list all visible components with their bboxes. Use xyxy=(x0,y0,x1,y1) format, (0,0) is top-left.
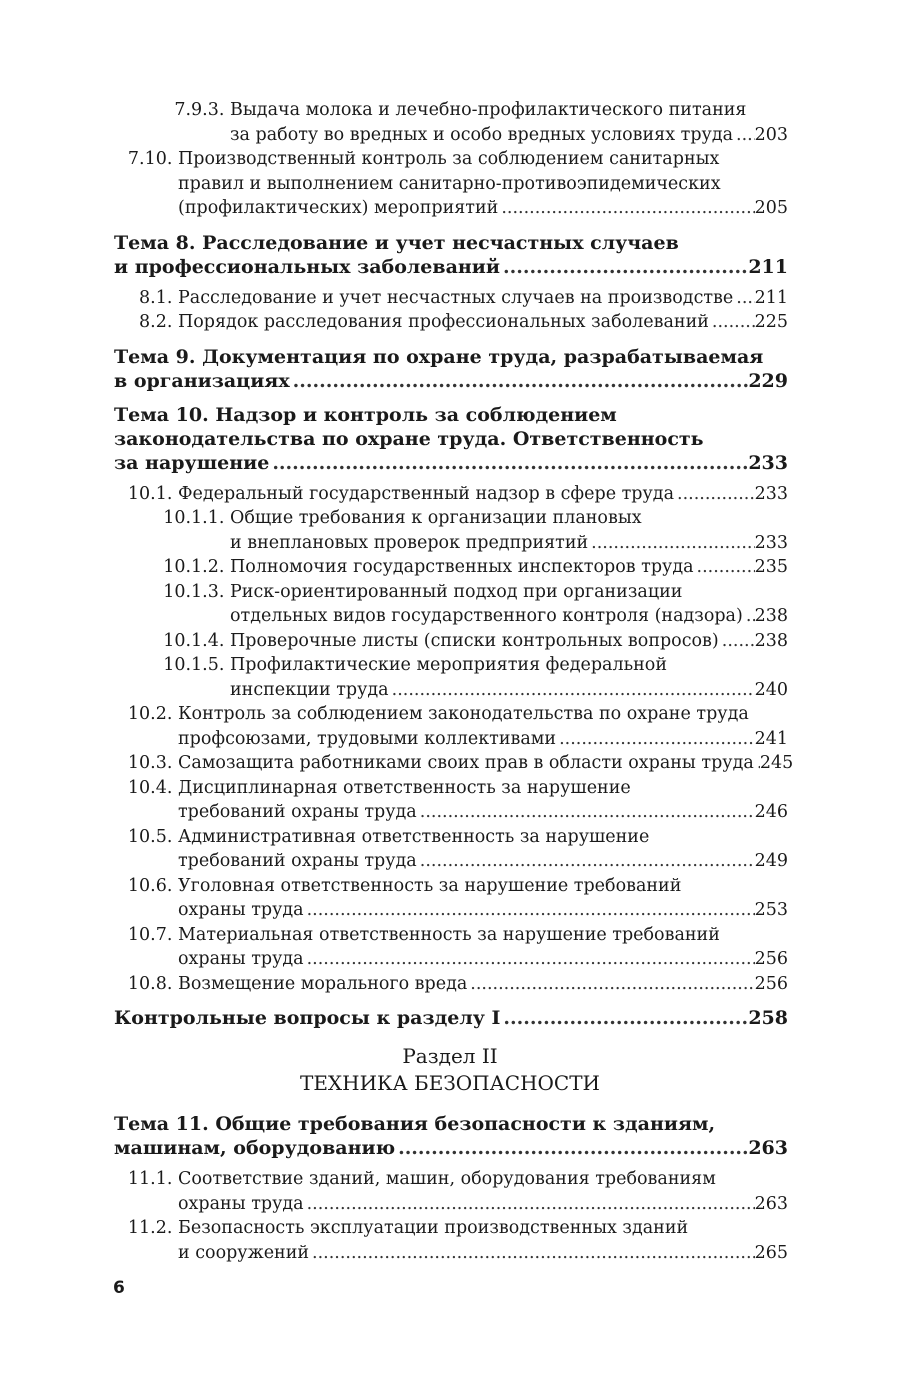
toc-entry-title-line: за работу во вредных и особо вредных условиях труда xyxy=(230,124,734,145)
toc-entry xyxy=(114,825,788,874)
section-title: ТЕХНИКА БЕЗОПАСНОСТИ xyxy=(299,1071,600,1095)
dot-leader xyxy=(304,947,755,972)
toc-entry-title-line: требований охраны труда xyxy=(178,851,417,871)
toc-page-number: 233 xyxy=(754,483,788,504)
section-heading xyxy=(0,1043,900,1097)
toc-page-number: 245 xyxy=(759,753,794,773)
toc-entry-title-line: Порядок расследования профессиональных заболеваний xyxy=(178,312,709,332)
toc-page-number: 235 xyxy=(754,557,788,577)
toc-entry-title-line: требований охраны труда xyxy=(178,802,417,822)
dot-leader xyxy=(498,196,754,221)
toc-entry-number: 11.2. xyxy=(127,1218,178,1238)
toc-entry-title-line: Тема 9. Документация по охране труда, разрабатываемая xyxy=(114,345,764,368)
toc-entry-number: 10.1.4. xyxy=(163,630,230,651)
toc-theme-entry xyxy=(114,1006,788,1030)
toc-page-number: 241 xyxy=(754,728,788,749)
toc-theme-entry xyxy=(114,403,788,475)
toc-entry-number: 10.2. xyxy=(127,704,178,724)
toc-page-number: 229 xyxy=(748,369,788,392)
toc-page-number: 225 xyxy=(754,312,788,332)
toc-entry-title-line: Выдача молока и лечебно-профилактического питания xyxy=(230,100,747,120)
toc-theme-entry xyxy=(114,1112,788,1160)
dot-leader xyxy=(269,451,748,475)
toc-entry-number: 8.2. xyxy=(139,312,178,332)
dot-leader xyxy=(556,727,755,752)
dot-leader xyxy=(309,1241,755,1266)
toc-entry-number: 10.8. xyxy=(127,973,178,994)
toc-page-number: 205 xyxy=(754,198,788,218)
toc-entry-number: 10.7. xyxy=(127,924,178,945)
toc-entry-number: 11.1. xyxy=(127,1169,178,1189)
toc-page-number: 253 xyxy=(754,900,788,920)
page-number: 6 xyxy=(113,1278,125,1298)
toc-page-number: 258 xyxy=(748,1007,788,1029)
toc-entry-number: 10.1. xyxy=(127,483,178,504)
toc-entry-title-line: (профилактических) мероприятий xyxy=(178,198,499,218)
toc-entry xyxy=(114,629,788,654)
toc-entry-number: 10.4. xyxy=(127,777,178,798)
dot-leader xyxy=(500,1006,748,1030)
toc-entry-title-line: Возмещение морального вреда xyxy=(178,973,468,994)
toc-entry-title-line: Контроль за соблюдением законодательства по охране труда xyxy=(178,704,749,724)
toc-entry-title-line: Материальная ответственность за нарушение требований xyxy=(178,924,720,945)
table-of-contents xyxy=(114,98,794,1030)
toc-entry xyxy=(114,1216,788,1265)
toc-entry-number: 10.1.5. xyxy=(163,655,230,675)
dot-leader xyxy=(304,898,755,923)
toc-page-number: 256 xyxy=(754,949,788,969)
toc-entry xyxy=(114,874,788,923)
dot-leader xyxy=(733,123,755,148)
toc-entry-number: 10.5. xyxy=(127,826,178,847)
toc-page-number: 249 xyxy=(754,851,788,871)
toc-entry xyxy=(114,751,794,776)
toc-page-number: 211 xyxy=(748,255,788,278)
toc-entry xyxy=(114,580,788,629)
toc-page-number: 233 xyxy=(748,451,788,474)
toc-entry-title-line: Риск-ориентированный подход при организации xyxy=(230,581,683,602)
dot-leader xyxy=(304,1192,755,1217)
toc-page-number: 211 xyxy=(754,287,788,308)
dot-leader xyxy=(395,1136,748,1160)
toc-page-number: 238 xyxy=(754,606,788,626)
dot-leader xyxy=(588,531,754,556)
toc-entry-number: 8.1. xyxy=(139,287,178,308)
toc-entry-title-line: Общие требования к организации плановых xyxy=(230,508,642,528)
toc-page-number: 246 xyxy=(754,802,788,822)
table-of-contents-continued xyxy=(114,1112,788,1265)
toc-entry-title-line: Расследование и учет несчастных случаев на производстве xyxy=(178,287,734,308)
toc-entry-number: 7.9.3. xyxy=(174,100,230,120)
dot-leader xyxy=(290,369,749,393)
dot-leader xyxy=(719,629,755,654)
toc-entry-title-line: Проверочные листы (списки контрольных вопросов) xyxy=(230,630,719,651)
toc-entry-title-line: инспекции труда xyxy=(230,679,389,700)
toc-entry-number: 10.1.3. xyxy=(163,581,230,602)
toc-entry xyxy=(114,1167,788,1216)
toc-entry-title-line: в организациях xyxy=(114,369,290,392)
toc-entry-title-line: Соответствие зданий, машин, оборудования требованиям xyxy=(178,1169,716,1189)
toc-entry-number: 10.1.1. xyxy=(163,508,230,528)
toc-page-number: 233 xyxy=(754,532,788,553)
toc-entry xyxy=(114,286,788,311)
toc-entry xyxy=(114,702,788,751)
toc-entry xyxy=(114,506,788,555)
toc-entry-title-line: Контрольные вопросы к разделу I xyxy=(114,1007,501,1029)
toc-entry-number: 7.10. xyxy=(127,149,178,169)
toc-entry-title-line: правил и выполнением санитарно-противоэпидемических xyxy=(178,173,721,194)
toc-entry-title-line: и внеплановых проверок предприятий xyxy=(230,532,589,553)
dot-leader xyxy=(500,255,748,279)
dot-leader xyxy=(709,310,755,335)
toc-page-number: 240 xyxy=(754,679,788,700)
toc-entry xyxy=(114,310,788,335)
toc-page-number: 203 xyxy=(754,124,788,145)
toc-entry-title-line: Административная ответственность за нарушение xyxy=(178,826,650,847)
dot-leader xyxy=(389,678,755,703)
toc-entry xyxy=(114,98,788,147)
toc-page-number: 263 xyxy=(748,1137,788,1159)
toc-entry-number: 10.1.2. xyxy=(163,557,230,577)
toc-entry-title-line: за нарушение xyxy=(114,451,270,474)
dot-leader xyxy=(733,286,754,311)
dot-leader xyxy=(417,800,755,825)
toc-entry-number: 10.3. xyxy=(127,753,178,773)
toc-entry-title-line: Федеральный государственный надзор в сфере труда xyxy=(178,483,674,504)
dot-leader xyxy=(467,972,754,997)
toc-entry-title-line: и сооружений xyxy=(178,1242,310,1263)
toc-entry-title-line: Производственный контроль за соблюдением санитарных xyxy=(178,149,720,169)
dot-leader xyxy=(417,849,755,874)
toc-entry xyxy=(114,923,788,972)
toc-entry-title-line: охраны труда xyxy=(178,949,304,969)
toc-entry-title-line: Самозащита работниками своих прав в области охраны труда xyxy=(178,753,754,773)
toc-entry xyxy=(114,147,788,221)
toc-entry xyxy=(114,482,788,507)
toc-entry xyxy=(114,972,788,997)
toc-entry-title-line: законодательства по охране труда. Ответственность xyxy=(114,427,704,450)
toc-page-number: 265 xyxy=(754,1242,788,1263)
toc-page-number: 256 xyxy=(754,973,788,994)
toc-entry-title-line: охраны труда xyxy=(178,900,304,920)
toc-page-number: 238 xyxy=(754,630,788,651)
toc-entry-title-line: Полномочия государственных инспекторов труда xyxy=(230,557,694,577)
toc-entry-number: 10.6. xyxy=(127,875,178,896)
toc-entry-title-line: Тема 11. Общие требования безопасности к зданиям, xyxy=(114,1113,716,1135)
toc-entry-title-line: Уголовная ответственность за нарушение требований xyxy=(178,875,682,896)
toc-entry xyxy=(114,555,788,580)
toc-entry-title-line: Безопасность эксплуатации производственных зданий xyxy=(178,1218,689,1238)
toc-entry-title-line: и профессиональных заболеваний xyxy=(114,255,500,278)
dot-leader xyxy=(674,482,755,507)
toc-entry-title-line: охраны труда xyxy=(178,1193,304,1214)
toc-entry-title-line: Профилактические мероприятия федеральной xyxy=(230,655,667,675)
toc-entry-title-line: Тема 8. Расследование и учет несчастных случаев xyxy=(114,231,679,254)
toc-entry xyxy=(114,653,788,702)
dot-leader xyxy=(694,555,755,580)
toc-theme-entry xyxy=(114,231,788,279)
toc-entry-title-line: Тема 10. Надзор и контроль за соблюдением xyxy=(114,403,617,426)
toc-page-number: 263 xyxy=(754,1193,788,1214)
toc-entry-title-line: Дисциплинарная ответственность за нарушение xyxy=(178,777,631,798)
dot-leader xyxy=(743,604,755,629)
toc-entry xyxy=(114,776,788,825)
toc-theme-entry xyxy=(114,345,788,393)
toc-entry-title-line: отдельных видов государственного контроля (надзора) xyxy=(230,606,743,626)
toc-entry-title-line: профсоюзами, трудовыми коллективами xyxy=(178,728,557,749)
toc-entry-title-line: машинам, оборудованию xyxy=(114,1137,396,1159)
section-label: Раздел II xyxy=(402,1044,498,1068)
